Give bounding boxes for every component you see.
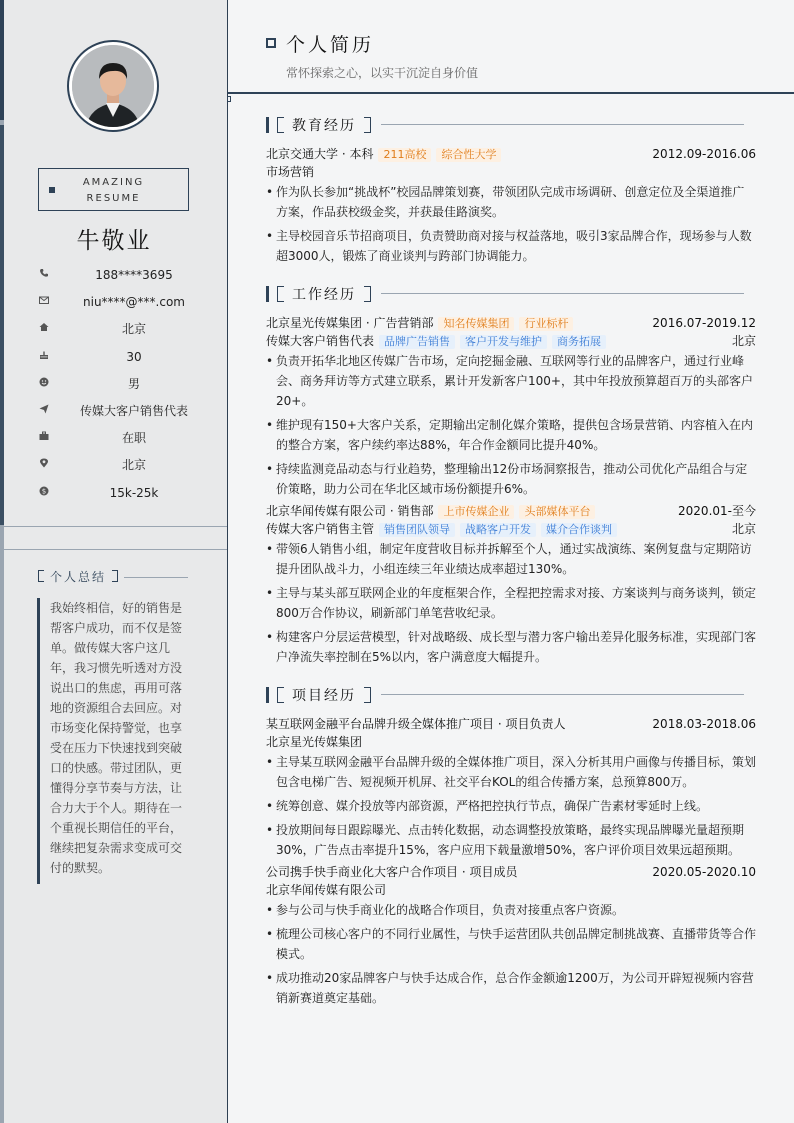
send-icon [38,404,50,416]
role-tag: 品牌广告销售 [379,335,455,349]
header-divider [228,92,794,94]
info-value: 188****3695 [95,268,173,282]
list-item: • 主导与某头部互联网企业的年度框架合作，全程把控需求对接、方案谈判与商务谈判，锁定800万合作协议，刷新部门单笔营收纪录。 [266,583,756,623]
project-entry [266,863,756,1012]
section-heading-education [266,116,371,134]
company-tag: 知名传媒集团 [438,317,514,331]
work-date: 2020.01-至今 [678,504,756,518]
summary-accent-bar [37,598,40,884]
company-tag: 头部媒体平台 [519,505,595,519]
info-value: 在职 [121,431,146,446]
school-tag: 211高校 [378,148,431,162]
list-item: • 持续监测竞品动态与行业趋势，整理输出12份市场洞察报告，推动公司优化产品组合与定价策略，助力公司在华北区域市场份额提升6%。 [266,459,756,499]
contact-info-list [0,264,228,509]
info-city [0,454,228,481]
bracket-right-icon [364,286,371,302]
page-title: 个人简历 [286,34,375,56]
bracket-right-icon [364,687,371,703]
info-salary [0,482,228,509]
info-email [0,291,228,318]
bracket-left-icon [277,117,284,133]
project-header-row [266,863,756,881]
project-bullets [266,752,756,860]
work-role-row [266,520,756,538]
education-entry [266,145,756,270]
summary-title: 个人总结 [50,569,107,584]
sidebar [0,0,228,1123]
section-line [381,694,744,695]
info-residence [0,318,228,345]
list-item: • 参与公司与快手商业化的战略合作项目，负责对接重点客户资源。 [266,900,756,920]
work-header-row [266,314,756,332]
list-item: • 作为队长参加“挑战杯”校园品牌策划赛，带领团队完成市场调研、创意定位及全渠道推广方案，作品获校级金奖，并获最佳路演奖。 [266,182,756,222]
list-item: • 维护现有150+大客户关系，定期输出定制化媒介策略，提供包含场景营销、内容植入在内的整合方案，客户续约率达88%，年合作金额同比提升40%。 [266,415,756,455]
list-item: • 主导某互联网金融平台品牌升级的全媒体推广项目，深入分析其用户画像与传播目标，策划包含电梯广告、短视频开机屏、社交平台KOL的组合传播方案，总预算800万。 [266,752,756,792]
bracket-left-icon [277,687,284,703]
info-value: 北京 [121,458,146,473]
info-value: niu****@***.com [83,295,185,310]
section-bar-icon [266,286,269,302]
work-city: 北京 [731,334,756,348]
section-bar-icon [266,117,269,133]
header-notch [227,96,231,102]
education-header-row [266,145,756,163]
info-gender [0,373,228,400]
education-bullets [266,182,756,266]
project-date: 2020.05-2020.10 [652,865,756,879]
avatar-photo [72,45,154,127]
location-icon [38,458,50,470]
job-role: 传媒大客户销售代表 [266,334,375,348]
project-org: 北京星光传媒集团 [266,735,363,749]
section-heading-projects [266,686,371,704]
job-role: 传媒大客户销售主管 [266,522,375,536]
avatar [67,40,159,132]
mail-icon [38,295,50,307]
info-value: 传媒大客户销售代表 [79,403,188,418]
school-tag: 综合性大学 [436,148,501,162]
company-name: 北京星光传媒集团 · 广告营销部 [266,316,434,330]
section-heading-work [266,285,371,303]
role-tag: 客户开发与维护 [460,335,547,349]
salary-icon [38,486,50,498]
role-tag: 战略客户开发 [460,523,536,537]
project-date: 2018.03-2018.06 [652,717,756,731]
section-title: 工作经历 [292,287,356,303]
list-item: • 负责开拓华北地区传媒广告市场，定向挖掘金融、互联网等行业的品牌客户，通过行业峰会、商务拜访等方式建立联系，累计开发新客户100+，其中年投放预算超百万的头部客户20+。 [266,351,756,411]
home-icon [38,322,50,334]
work-header-row [266,502,756,520]
school-name: 北京交通大学 · 本科 [266,147,374,161]
major: 市场营销 [266,165,315,179]
role-tag: 销售团队领导 [379,523,455,537]
section-title: 项目经历 [292,688,356,704]
info-phone [0,264,228,291]
section-line [381,293,744,294]
section-line [381,124,744,125]
page-subtitle: 常怀探索之心，以实干沉淀自身价值 [286,66,479,80]
company-name: 北京华闻传媒有限公司 · 销售部 [266,504,434,518]
work-bullets [266,351,756,499]
briefcase-icon [38,431,50,443]
divider [4,526,227,527]
project-name: 某互联网金融平台品牌升级全媒体推广项目 · 项目负责人 [266,717,566,731]
work-date: 2016.07-2019.12 [652,316,756,330]
face-icon [38,377,50,389]
title-square-icon [266,38,276,48]
work-role-row [266,332,756,350]
info-value: 男 [127,376,140,391]
summary-heading [38,568,118,584]
list-item: • 投放期间每日跟踪曝光、点击转化数据，动态调整投放策略，最终实现品牌曝光量超预期30%，广告点击率提升15%，客户应用下载量激增50%，客户评价项目效果远超预期。 [266,820,756,860]
role-tag: 媒介合作谈判 [541,523,617,537]
list-item: • 统筹创意、媒介投放等内部资源，严格把控执行节点，确保广告素材零延时上线。 [266,796,756,816]
bracket-left-icon [277,286,284,302]
section-title: 教育经历 [292,118,356,134]
work-city: 北京 [731,522,756,536]
project-name: 公司携手快手商业化大客户合作项目 · 项目成员 [266,865,518,879]
bracket-left-icon [38,570,44,582]
list-item: • 成功推动20家品牌客户与快手达成合作，总合作金额逾1200万，为公司开辟短视频内容营销新赛道奠定基础。 [266,968,756,1008]
section-bar-icon [266,687,269,703]
list-item: • 梳理公司核心客户的不同行业属性，与快手运营团队共创品牌定制挑战赛、直播带货等合作模式。 [266,924,756,964]
bracket-right-icon [364,117,371,133]
info-age [0,346,228,373]
list-item: • 主导校园音乐节招商项目，负责赞助商对接与权益落地，吸引3家品牌合作，现场参与人数超3000人，锻炼了商业谈判与跨部门协调能力。 [266,226,756,266]
summary-text: 我始终相信，好的销售是帮客户成功，而不仅是签单。做传媒大客户这几年，我习惯先听透对方没说出口的焦虑，再用可落地的资源组合去回应。对市场变化保持警觉，也享受在压力下快速找到突破口的快感。带过团队，更懂得分享节奏与方法，让合力大于个人。期待在一个重视长期信任的平台，继续把复杂需求变成可交付的默契。 [50,601,183,875]
phone-icon [38,268,50,280]
divider [4,549,227,550]
role-tag: 商务拓展 [552,335,606,349]
company-tag: 行业标杆 [519,317,573,331]
list-item: • 构建客户分层运营模型，针对战略级、成长型与潜力客户输出差异化服务标准，实现部门客户净流失率控制在5%以内，客户满意度大幅提升。 [266,627,756,667]
list-item: • 带领6人销售小组，制定年度营收目标并拆解至个人，通过实战演练、案例复盘与定期陪访提升团队战斗力，小组连续三年业绩达成率超过130%。 [266,539,756,579]
project-org: 北京华闻传媒有限公司 [266,883,387,897]
badge-line-1: AMAZING [82,177,145,188]
summary-heading-line [124,577,188,578]
work-entry [266,502,756,671]
bracket-right-icon [112,570,118,582]
info-value: 15k-25k [109,485,159,500]
info-position [0,400,228,427]
candidate-name: 牛敬业 [76,228,152,254]
resume-badge [38,168,189,211]
sidebar-edge-accent [0,0,4,120]
info-status [0,427,228,454]
company-tag: 上市传媒企业 [438,505,514,519]
svg-text:$: $ [41,487,47,496]
info-value: 北京 [121,322,146,337]
work-bullets [266,539,756,667]
cake-icon [38,350,50,362]
badge-line-2: RESUME [86,193,141,204]
badge-square-icon [49,187,55,193]
project-bullets [266,900,756,1008]
info-value: 30 [126,349,142,364]
education-date: 2012.09-2016.06 [652,147,756,161]
work-entry [266,314,756,503]
project-entry [266,715,756,864]
project-header-row [266,715,756,733]
